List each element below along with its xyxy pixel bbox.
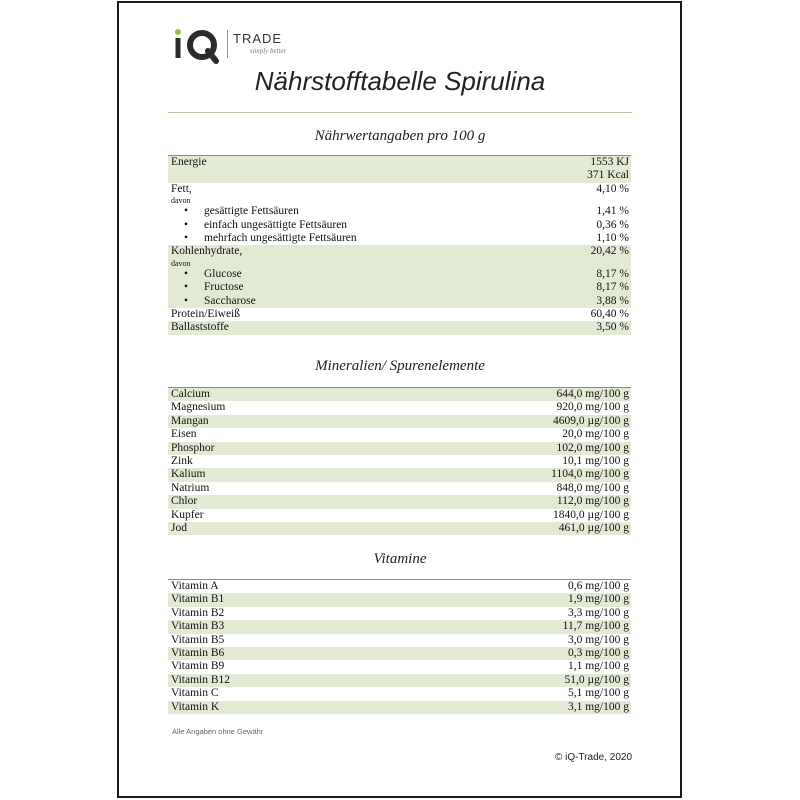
row-value: 102,0 mg/100 g (556, 441, 629, 454)
row-label: Vitamin B5 (171, 633, 225, 646)
row-label (186, 205, 299, 218)
row-label: Kupfer (171, 508, 204, 521)
table-row (168, 183, 631, 196)
table-row (168, 468, 631, 481)
table-row (168, 295, 631, 308)
row-value: 1840,0 µg/100 g (553, 508, 629, 521)
row-value: 3,0 mg/100 g (567, 633, 629, 646)
row-value: 920,0 mg/100 g (556, 401, 629, 414)
row-value: 371 Kcal (587, 169, 629, 182)
row-label: Jod (171, 521, 187, 534)
row-label: Protein/Eiweiß (171, 307, 240, 320)
naehrwerte-table (168, 155, 631, 335)
table-row (168, 219, 631, 232)
row-label: Vitamin K (171, 700, 220, 713)
row-label-text: Saccharose (204, 294, 256, 307)
table-row (168, 259, 631, 268)
row-value: 4609,0 µg/100 g (553, 414, 629, 427)
row-label: Vitamin A (171, 580, 219, 592)
row-label: Vitamin B12 (171, 673, 231, 686)
brand-slogan: simply better (250, 47, 287, 55)
row-label (186, 294, 256, 308)
section-title-vitamine: Vitamine (373, 551, 427, 567)
row-label (186, 281, 244, 294)
table-row (168, 455, 631, 468)
row-label: Vitamin B3 (171, 620, 225, 633)
row-label-text: Glucose (204, 267, 242, 280)
row-value: 10,1 mg/100 g (562, 454, 629, 467)
row-value: 1,1 mg/100 g (567, 660, 629, 673)
table-row (168, 232, 631, 245)
row-label: Magnesium (171, 401, 226, 414)
row-value: 4,10 % (596, 182, 629, 195)
table-row (168, 482, 631, 495)
table-row (168, 415, 631, 428)
row-value: 848,0 mg/100 g (556, 481, 629, 494)
row-value: 60,40 % (590, 307, 629, 320)
row-label (186, 218, 348, 232)
row-value: 1553 KJ (590, 156, 629, 168)
row-value: 3,1 mg/100 g (567, 700, 629, 713)
row-value: 51,0 µg/100 g (564, 673, 629, 686)
row-value: 20,0 mg/100 g (562, 428, 629, 441)
row-label: Natrium (171, 481, 210, 494)
row-value: 1104,0 mg/100 g (551, 468, 629, 481)
row-value: 8,17 % (596, 281, 629, 294)
row-label-text: Fructose (204, 281, 244, 294)
table-row (168, 308, 631, 321)
table-row (168, 245, 631, 258)
row-label: Fett, (171, 182, 192, 195)
table-row (168, 634, 631, 647)
table-row (168, 660, 631, 673)
row-label: Vitamin B6 (171, 646, 225, 659)
vitamine-table (168, 579, 631, 714)
row-value: 0,36 % (596, 218, 629, 231)
table-row (168, 495, 631, 508)
row-value: 20,42 % (590, 245, 629, 258)
row-label: Calcium (171, 388, 210, 400)
table-row (168, 509, 631, 522)
row-label: Chlor (171, 495, 198, 508)
row-value: 3,88 % (596, 294, 629, 307)
row-value: 8,17 % (596, 267, 629, 280)
row-label (186, 231, 357, 245)
row-label: Zink (171, 454, 193, 467)
brand-logo (172, 24, 332, 64)
table-row (168, 196, 631, 205)
title-rule (168, 112, 632, 113)
table-row (168, 388, 631, 401)
row-value: 5,1 mg/100 g (567, 687, 629, 700)
row-label: Kalium (171, 468, 206, 481)
table-row (168, 281, 631, 294)
row-value: 0,3 mg/100 g (567, 646, 629, 659)
table-row (168, 674, 631, 687)
row-label: Kohlenhydrate, (171, 245, 243, 258)
row-value: 1,41 % (596, 205, 629, 218)
row-label: Vitamin B9 (171, 660, 225, 673)
section-title-mineralien: Mineralien/ Spurenelemente (315, 358, 485, 374)
row-label: Mangan (171, 414, 209, 427)
row-label: Eisen (171, 428, 197, 441)
mineralien-table (168, 387, 631, 535)
iq-logo-icon (172, 24, 222, 64)
table-row (168, 593, 631, 606)
table-row (168, 442, 631, 455)
row-label-text: mehrfach ungesättigte Fettsäuren (204, 231, 357, 244)
row-label: Phosphor (171, 441, 215, 454)
row-value: 1,9 mg/100 g (567, 593, 629, 606)
table-row (168, 647, 631, 660)
table-row (168, 205, 631, 218)
row-label: Vitamin C (171, 687, 219, 700)
row-value: 3,3 mg/100 g (567, 606, 629, 619)
row-value: 3,50 % (596, 321, 629, 334)
brand-name: TRADE (233, 31, 283, 46)
table-row (168, 701, 631, 714)
row-label: davon (171, 196, 191, 206)
row-label-text: einfach ungesättigte Fettsäuren (204, 218, 348, 231)
table-row (168, 620, 631, 633)
table-row (168, 607, 631, 620)
table-row (168, 428, 631, 441)
row-label (186, 267, 242, 281)
row-value: 644,0 mg/100 g (556, 388, 629, 400)
section-title-naehrwerte: Nährwertangaben pro 100 g (314, 128, 486, 144)
disclaimer: Alle Angaben ohne Gewähr (172, 727, 264, 736)
row-label: Ballaststoffe (171, 321, 229, 334)
table-row (168, 321, 631, 334)
row-value: 0,6 mg/100 g (567, 580, 629, 592)
copyright: © iQ-Trade, 2020 (554, 752, 632, 763)
row-value: 112,0 mg/100 g (556, 495, 629, 508)
row-label: Vitamin B1 (171, 593, 225, 606)
table-row (168, 156, 631, 169)
row-label-text: gesättigte Fettsäuren (204, 205, 299, 218)
row-label: Energie (171, 156, 207, 168)
table-row (168, 687, 631, 700)
table-row (168, 169, 631, 182)
row-value: 1,10 % (596, 231, 629, 244)
row-value: 461,0 µg/100 g (558, 521, 629, 534)
row-label: Vitamin B2 (171, 606, 225, 619)
page-title: Nährstofftabelle Spirulina (254, 66, 546, 96)
table-row (168, 268, 631, 281)
table-row (168, 580, 631, 593)
row-label: davon (171, 258, 191, 268)
table-row (168, 522, 631, 535)
table-row (168, 401, 631, 414)
row-value: 11,7 mg/100 g (562, 620, 629, 633)
logo-separator (227, 30, 228, 58)
